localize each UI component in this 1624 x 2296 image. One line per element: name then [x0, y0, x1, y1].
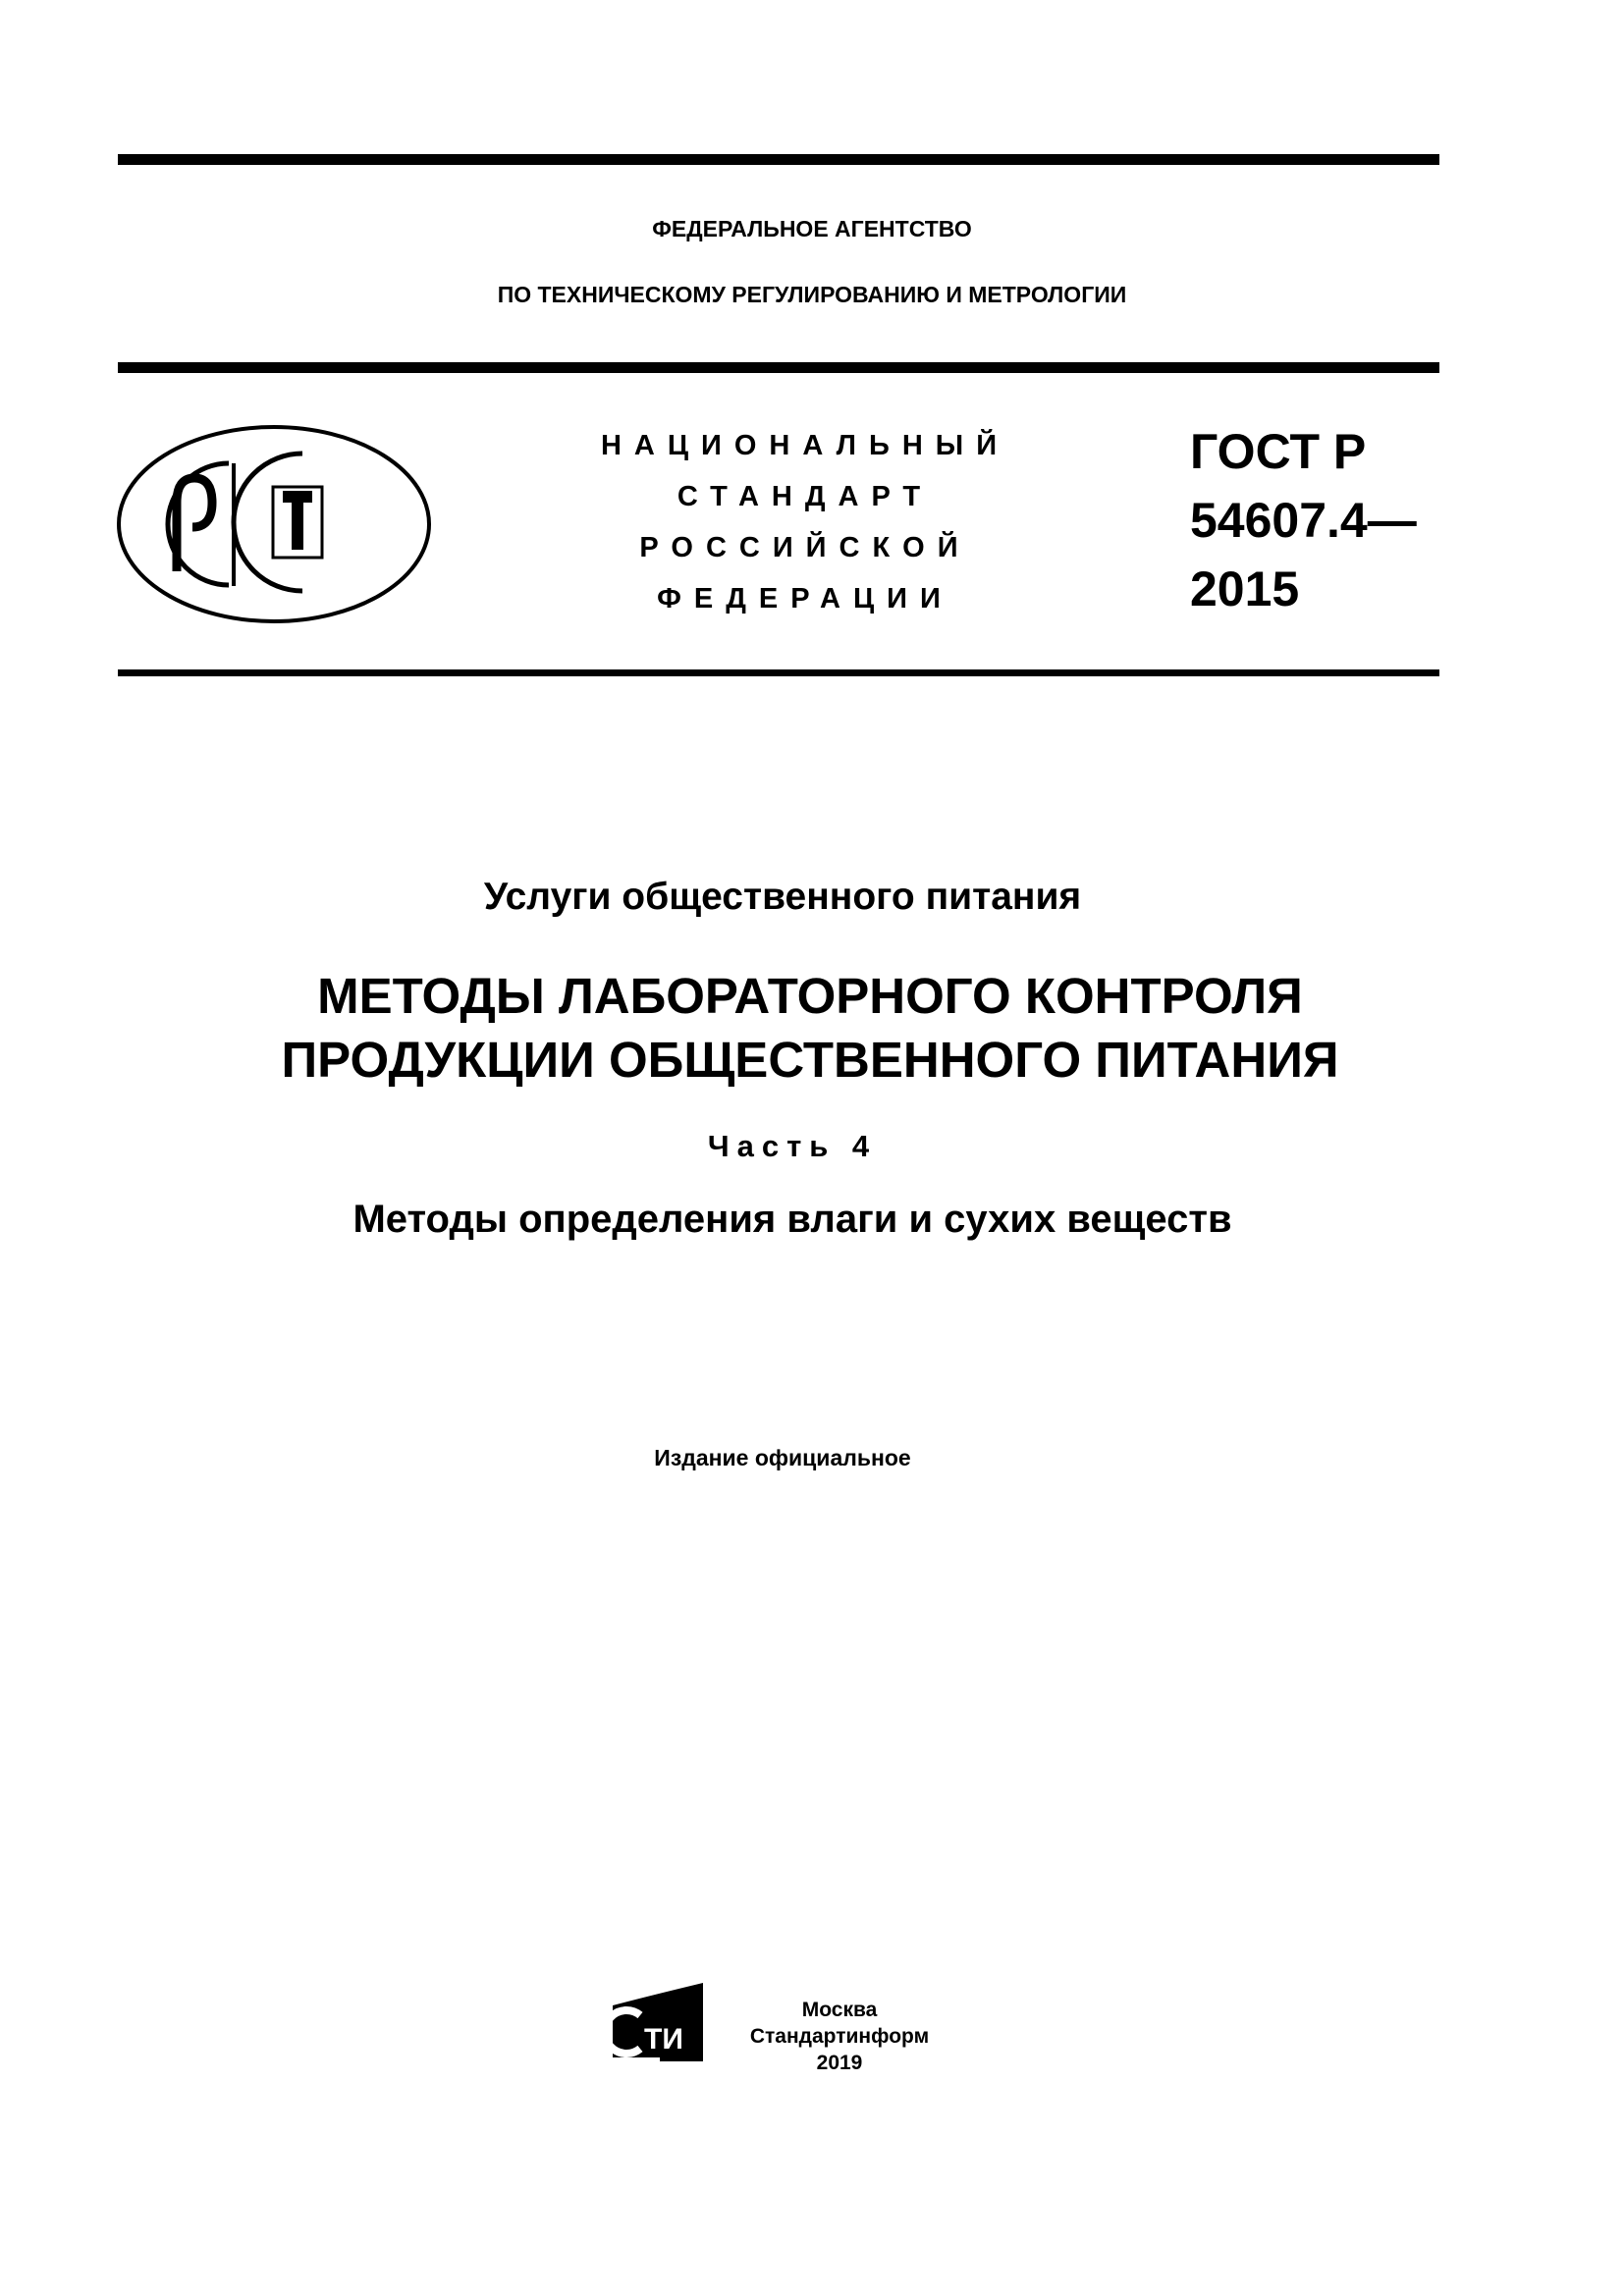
publisher-year: 2019 [816, 2052, 863, 2074]
standard-type [550, 420, 1060, 624]
agency-line-1: ФЕДЕРАЛЬНОЕ АГЕНТСТВО [652, 216, 972, 241]
top-rule [118, 154, 1439, 165]
standard-type-line: ФЕДЕРАЦИИ [657, 583, 953, 614]
document-title-line-1: МЕТОДЫ ЛАБОРАТОРНОГО КОНТРОЛЯ [317, 968, 1303, 1024]
svg-text:ТИ: ТИ [644, 2023, 683, 2056]
rst-logo-icon [116, 424, 432, 624]
part-title: Методы определения влаги и сухих веществ [352, 1198, 1232, 1241]
standard-designation [1190, 417, 1417, 623]
designation-line: ГОСТ Р [1190, 424, 1367, 479]
document-title-line-2: ПРОДУКЦИИ ОБЩЕСТВЕННОГО ПИТАНИЯ [281, 1032, 1339, 1088]
edition-note: Издание официальное [654, 1445, 911, 1470]
designation-line: 54607.4— [1190, 493, 1417, 548]
agency-line-2: ПО ТЕХНИЧЕСКОМУ РЕГУЛИРОВАНИЮ И МЕТРОЛОГИИ [497, 282, 1127, 307]
standartinform-logo-icon [611, 1978, 709, 2071]
document-subtitle: Услуги общественного питания [483, 876, 1082, 918]
designation-line: 2015 [1190, 561, 1300, 616]
standard-type-line: СТАНДАРТ [677, 481, 934, 512]
bottom-rule [118, 669, 1439, 676]
part-number: Часть 4 [707, 1129, 878, 1163]
publisher-info [727, 1997, 952, 2076]
publisher-city: Москва [801, 1999, 878, 2021]
standard-type-line: НАЦИОНАЛЬНЫЙ [600, 430, 1010, 461]
middle-rule [118, 362, 1439, 373]
standard-type-line: РОССИЙСКОЙ [639, 532, 971, 563]
publisher-name: Стандартинформ [749, 2025, 930, 2048]
